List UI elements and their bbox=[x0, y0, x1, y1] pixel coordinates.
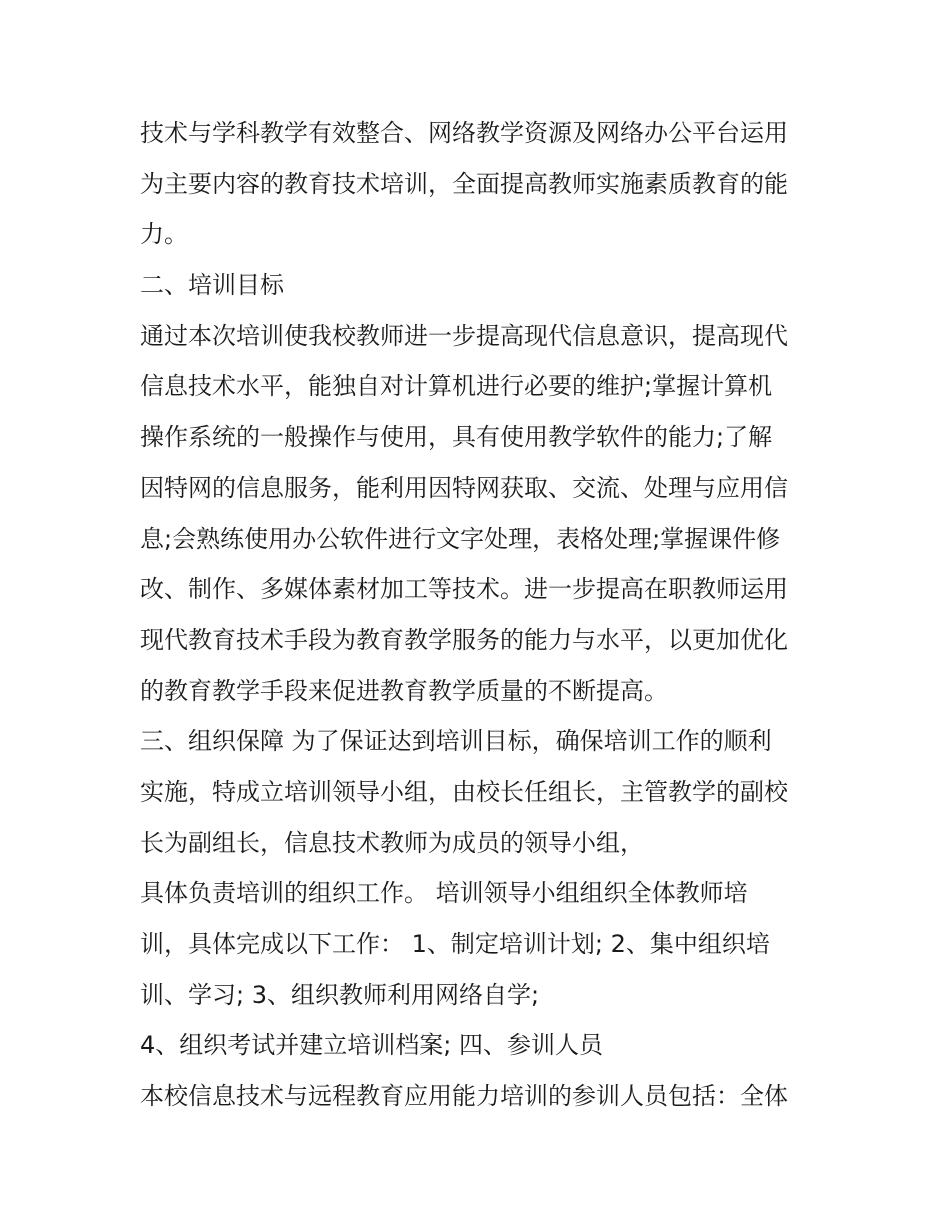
text-line: 力。 bbox=[140, 220, 188, 249]
text-line: 训、学习; 3、组织教师利用网络自学; bbox=[140, 980, 540, 1009]
text-line: 具体负责培训的组织工作。 培训领导小组组织全体教师培 bbox=[140, 879, 748, 908]
text-line: 的教育教学手段来促进教育教学质量的不断提高。 bbox=[140, 676, 668, 705]
text-line: 训，具体完成以下工作： 1、制定培训计划; 2、集中组织培 bbox=[140, 930, 770, 958]
text-line: 技术与学科教学有效整合、网络教学资源及网络办公平台运用 bbox=[140, 119, 788, 147]
text-line: 息;会熟练使用办公软件进行文字处理，表格处理;掌握课件修 bbox=[140, 524, 781, 553]
text-line: 改、制作、多媒体素材加工等技术。进一步提高在职教师运用 bbox=[140, 575, 788, 604]
text-line: 为主要内容的教育技术培训，全面提高教师实施素质教育的能 bbox=[140, 169, 788, 198]
document-body bbox=[140, 108, 820, 1122]
text-line: 长为副组长，信息技术教师为成员的领导小组， bbox=[140, 828, 644, 857]
text-line: 现代教育技术手段为教育教学服务的能力与水平，以更加优化 bbox=[140, 625, 788, 654]
section-heading-training-goals: 二、培训目标 bbox=[140, 271, 284, 300]
text-line: 操作系统的一般操作与使用，具有使用教学软件的能力;了解 bbox=[140, 423, 773, 452]
section-heading-organization: 三、组织保障 为了保证达到培训目标，确保培训工作的顺利 bbox=[140, 727, 772, 756]
text-line: 本校信息技术与远程教育应用能力培训的参训人员包括：全体 bbox=[140, 1082, 788, 1111]
text-line: 实施，特成立培训领导小组，由校长任组长，主管教学的副校 bbox=[140, 777, 788, 806]
text-line: 信息技术水平，能独自对计算机进行必要的维护;掌握计算机 bbox=[140, 372, 773, 401]
section-heading-participants: 4、组织考试并建立培训档案; 四、参训人员 bbox=[140, 1031, 603, 1060]
text-line: 因特网的信息服务，能利用因特网获取、交流、处理与应用信 bbox=[140, 473, 788, 502]
text-line: 通过本次培训使我校教师进一步提高现代信息意识，提高现代 bbox=[140, 321, 788, 350]
